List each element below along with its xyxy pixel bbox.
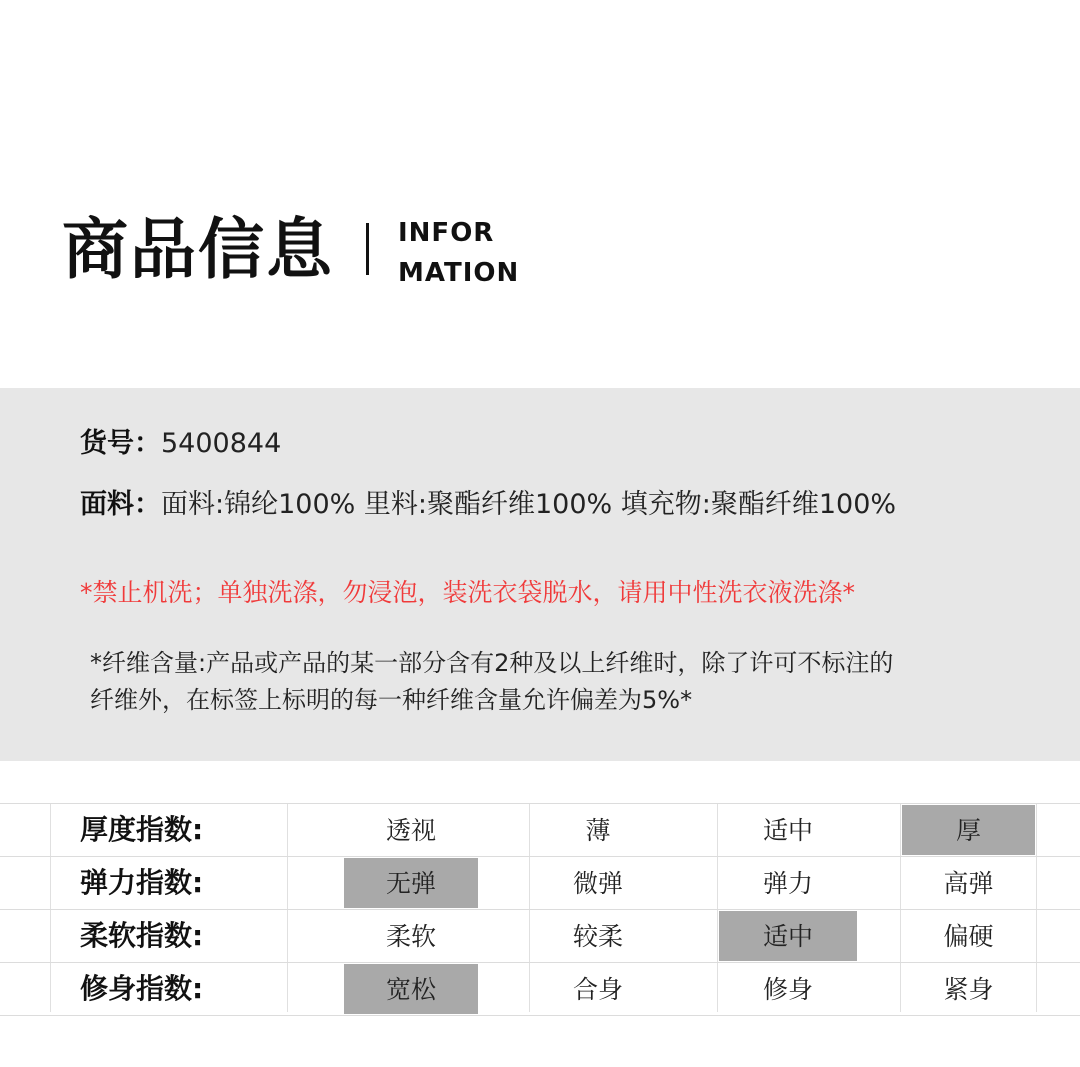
title-en-line-2: MATION: [398, 258, 520, 288]
option-cell: 透视: [385, 816, 436, 845]
fit-row: [0, 963, 1080, 1016]
option-cell: 偏硬: [943, 922, 994, 951]
option-cell-selected: 适中: [719, 911, 857, 961]
option-cell-selected: 厚: [902, 805, 1035, 855]
option-cell-selected: 无弹: [344, 858, 478, 908]
option-cell: 合身: [572, 975, 623, 1004]
note-line-1: *纤维含量:产品或产品的某一部分含有2种及以上纤维时，除了许可不标注的: [90, 649, 894, 677]
product-info-panel: [0, 388, 1080, 761]
row-label: 弹力指数:: [80, 866, 204, 899]
option-cell: 高弹: [943, 869, 994, 898]
row-label: 厚度指数:: [80, 813, 204, 846]
row-label: 修身指数:: [80, 972, 204, 1005]
fabric-line: [80, 485, 896, 525]
option-cell: 较柔: [572, 922, 623, 951]
option-cell-selected: 宽松: [344, 964, 478, 1014]
option-cell: 紧身: [943, 975, 994, 1004]
note-line-2: 纤维外，在标签上标明的每一种纤维含量允许偏差为5%*: [90, 686, 693, 714]
row-label: 柔软指数:: [80, 919, 204, 952]
sku-value: 5400844: [161, 428, 282, 459]
page-title-en: [398, 213, 519, 293]
title-divider: [366, 223, 369, 275]
elasticity-row: [0, 857, 1080, 910]
fabric-label: 面料：: [80, 489, 161, 520]
care-warning: *禁止机洗；单独洗涤，勿浸泡，装洗衣袋脱水，请用中性洗衣液洗涤*: [80, 578, 856, 607]
page-title: 商品信息: [62, 211, 334, 288]
fiber-content-note: [90, 645, 893, 719]
option-cell: 修身: [762, 975, 813, 1004]
option-cell: 微弹: [572, 869, 623, 898]
sku-line: [80, 424, 281, 464]
page-header: [62, 205, 662, 295]
option-cell: 薄: [585, 816, 611, 845]
option-cell: 弹力: [762, 869, 813, 898]
title-en-line-1: INFOR: [398, 218, 495, 248]
thickness-row: [0, 803, 1080, 857]
softness-row: [0, 910, 1080, 963]
option-cell: 适中: [762, 816, 813, 845]
option-cell: 柔软: [385, 922, 436, 951]
sku-label: 货号：: [80, 428, 161, 459]
fabric-value: 面料:锦纶100% 里料:聚酯纤维100% 填充物:聚酯纤维100%: [161, 489, 897, 520]
index-table: [0, 803, 1080, 1016]
